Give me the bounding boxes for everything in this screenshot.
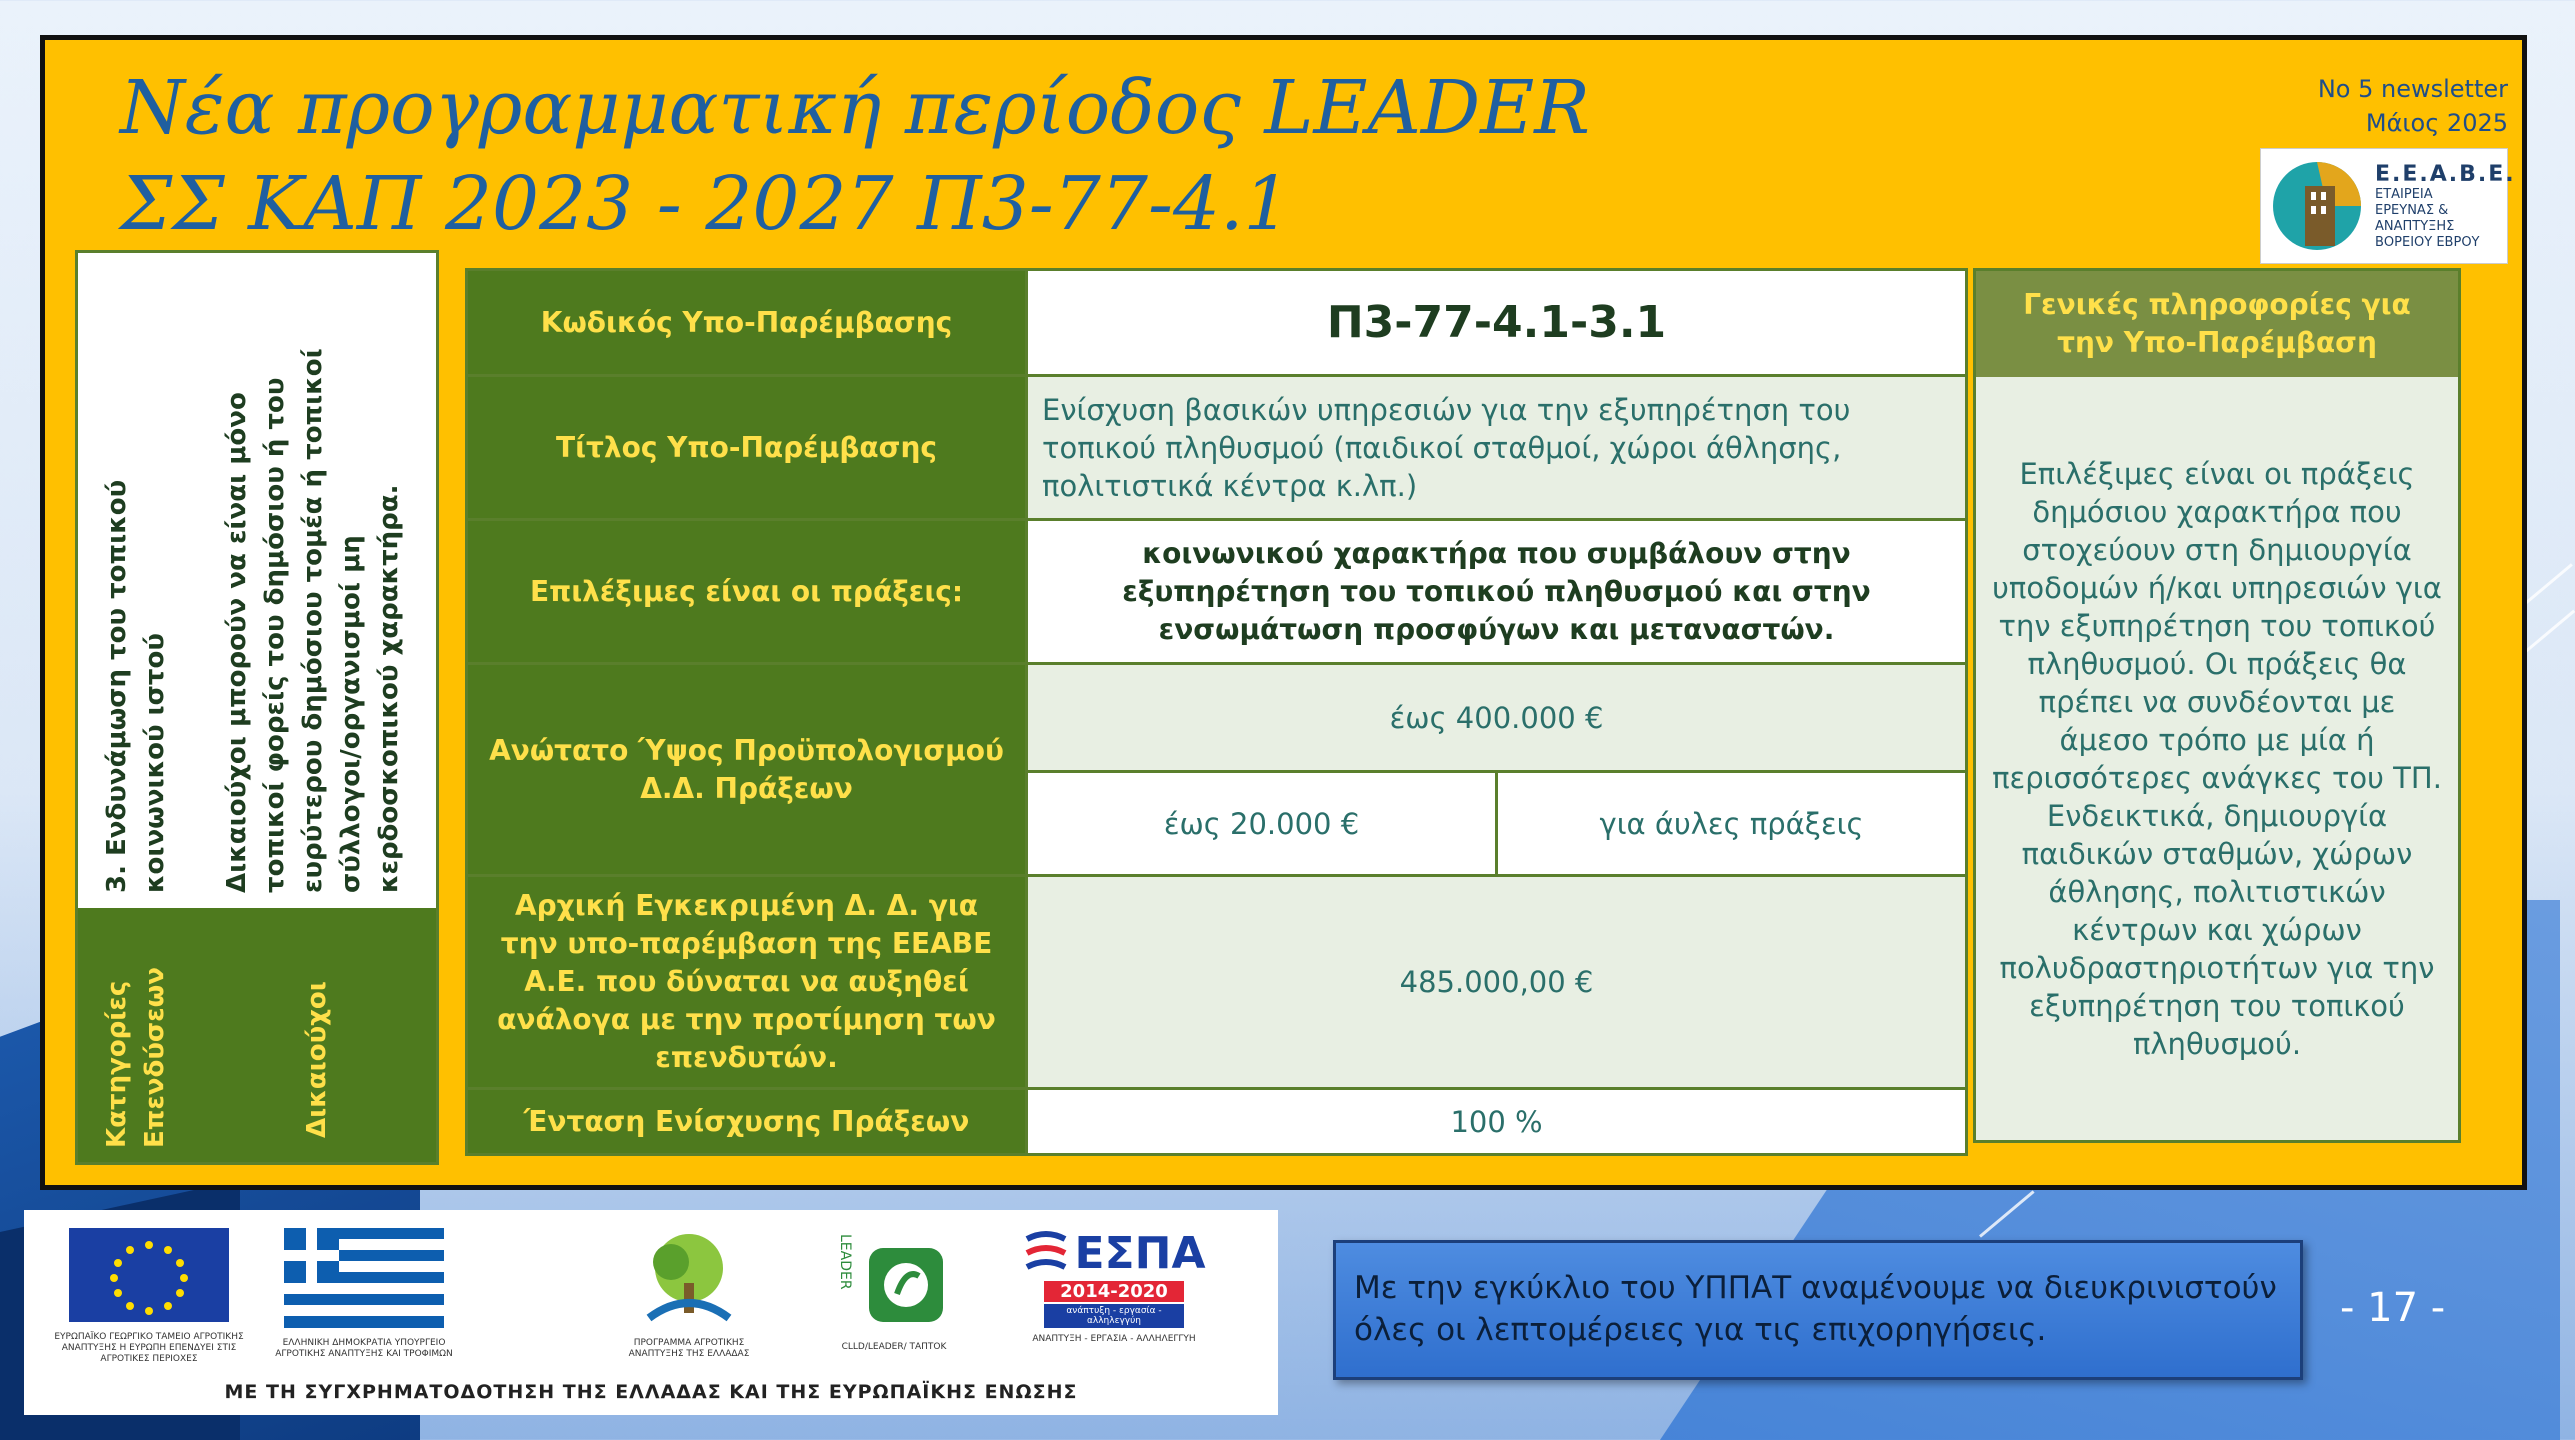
logo-sub: ΕΤΑΙΡΕΙΑ (2375, 186, 2433, 202)
eligible-value: κοινωνικού χαρακτήρα που συμβάλουν στην εξυπηρέτηση του τοπικού πληθυσμού και στην ενσωμάτωση προσφύγων και μεταναστών. (1027, 520, 1967, 664)
logo-sub: ΒΟΡΕΙΟΥ ΕΒΡΟΥ (2375, 234, 2480, 250)
greek-logo (269, 1228, 459, 1360)
subintervention-table (465, 268, 1968, 1156)
logo-sub: ΑΝΑΠΤΥΞΗΣ (2375, 218, 2455, 234)
budget-value: έως 400.000 € (1027, 664, 1967, 772)
espa-title: ΕΣΠΑ (1074, 1228, 1206, 1279)
category-label: Κατηγορίες Επενδύσεων (102, 967, 170, 1148)
espa-waves-icon (1023, 1229, 1069, 1279)
leader-word: LEADER (837, 1234, 853, 1290)
eeabe-logo-icon (2267, 156, 2367, 256)
budget-label: Ανώτατο Ύψος Προϋπολογισμού Δ.Δ. Πράξεων (467, 664, 1027, 876)
rural-programme-caption: ΠΡΟΓΡΑΜΜΑ ΑΓΡΟΤΙΚΗΣ ΑΝΑΠΤΥΞΗΣ ΤΗΣ ΕΛΛΑΔΑΣ (628, 1338, 750, 1359)
espa-logo (1024, 1228, 1204, 1345)
eeabe-logo (2260, 148, 2516, 264)
table-row (467, 876, 1967, 1089)
greek-caption: ΕΛΛΗΝΙΚΗ ΔΗΜΟΚΡΑΤΙΑ ΥΠΟΥΡΓΕΙΟ ΑΓΡΟΤΙΚΗΣ ΑΝΑΠΤΥΞΗΣ ΚΑΙ ΤΡΟΦΙΜΩΝ (275, 1338, 453, 1359)
espa-years: 2014-2020 (1044, 1281, 1184, 1302)
code-label: Κωδικός Υπο-Παρέμβασης (467, 270, 1027, 376)
funding-logos-bar (24, 1210, 1278, 1415)
newsletter-date: Μάιος 2025 (2365, 109, 2508, 137)
title-label: Τίτλος Υπο-Παρέμβασης (467, 376, 1027, 520)
table-row (467, 1089, 1967, 1155)
leader-caption: CLLD/LEADER/ ΤΑΠΤΟΚ (841, 1342, 947, 1352)
budget-intangible-note: για άυλες πράξεις (1497, 772, 1967, 876)
beneficiaries-text: Δικαιούχοι μπορούν να είναι μόνο τοπικοί φορείς του δημόσιου ή του ευρύτερου δημόσιου τομέα ή τοπικοί σύλλογοι/οργανισμοί μη κερδοσκοπικού χαρακτήρα. (222, 348, 404, 893)
eu-caption: ΕΥΡΩΠΑΪΚΟ ΓΕΩΡΓΙΚΟ ΤΑΜΕΙΟ ΑΓΡΟΤΙΚΗΣ ΑΝΑΠΤΥΞΗΣ Η ΕΥΡΩΠΗ ΕΠΕΝΔΥΕΙ ΣΤΙΣ ΑΓΡΟΤΙΚΕΣ ΠΕΡΙΟΧΕΣ (54, 1332, 244, 1364)
eligible-label: Επιλέξιμες είναι οι πράξεις: (467, 520, 1027, 664)
table-row (467, 664, 1967, 772)
general-info-body: Επιλέξιμες είναι οι πράξεις δημόσιου χαρακτήρα που στοχεύουν στη δημιουργία υποδομών ή/και υπηρεσιών για την εξυπηρέτηση του τοπικού πληθυσμού. Οι πράξεις θα πρέπει να συνδέονται με άμεσο τρόπο με μία ή περισσότερες ανάγκες του ΤΠ. Ενδεικτικά, δημιουργία παιδικών σταθμών, χώρων άθλησης, πολιτιστικών κέντρων και χώρων πολυδραστηριοτήτων για την εξυπηρέτηση του τοπικού πληθυσμού. (1992, 456, 2442, 1061)
espa-slogan: ανάπτυξη - εργασία - αλληλεγγύη (1044, 1304, 1184, 1328)
intensity-value: 100 % (1027, 1089, 1967, 1155)
leader-logo (824, 1228, 964, 1353)
side-box-lower (78, 908, 436, 1162)
leader-icon (839, 1228, 949, 1332)
content-panel (40, 35, 2527, 1190)
beneficiaries-label: Δικαιούχοι (302, 981, 332, 1138)
side-categories-box (75, 250, 439, 1165)
title-value: Ενίσχυση βασικών υπηρεσιών για την εξυπηρέτηση του τοπικού πληθυσμού (παιδικοί σταθμοί, χώροι άθλησης, πολιτιστικά κέντρα κ.λπ.) (1027, 376, 1967, 520)
category-text: 3. Ενδυνάμωση του τοπικού κοινωνικού ιστού (102, 479, 170, 893)
table-row (467, 520, 1967, 664)
general-info-header: Γενικές πληροφορίες για την Υπο-Παρέμβαση (1976, 271, 2458, 377)
table-row (467, 270, 1967, 376)
espa-mark (1024, 1228, 1204, 1279)
page-title (120, 60, 1590, 252)
title-line-2: ΣΣ ΚΑΠ 2023 - 2027 Π3-77-4.1 (120, 161, 1291, 247)
page-number: - 17 - (2340, 1285, 2446, 1331)
espa-caption: ΑΝΑΠΤΥΞΗ - ΕΡΓΑΣΙΑ - ΑΛΛΗΛΕΓΓΥΗ (1032, 1334, 1196, 1344)
eu-flag-icon (69, 1228, 229, 1322)
general-info-box (1973, 268, 2461, 1143)
greek-flag-icon (284, 1228, 444, 1328)
initial-value: 485.000,00 € (1027, 876, 1967, 1089)
rural-programme-logo (614, 1228, 764, 1360)
intensity-label: Ένταση Ενίσχυσης Πράξεων (467, 1089, 1027, 1155)
initial-label: Αρχική Εγκεκριμένη Δ. Δ. για την υπο-παρέμβαση της ΕΕΑΒΕ Α.Ε. που δύναται να αυξηθεί ανάλογα με την προτίμηση των επενδυτών. (467, 876, 1027, 1089)
budget-intangible-value: έως 20.000 € (1027, 772, 1497, 876)
logo-sub: ΕΡΕΥΝΑΣ & (2375, 202, 2449, 218)
side-box-upper (78, 253, 436, 908)
newsletter-info (2318, 72, 2508, 140)
eu-logo (54, 1228, 244, 1365)
title-line-1: Νέα προγραμματική περίοδος LEADER (120, 65, 1590, 151)
code-value: Π3-77-4.1-3.1 (1027, 270, 1967, 376)
cofinancing-text: ΜΕ ΤΗ ΣΥΓΧΡΗΜΑΤΟΔΟΤΗΣΗ ΤΗΣ ΕΛΛΑΔΑΣ ΚΑΙ ΤΗΣ ΕΥΡΩΠΑΪΚΗΣ ΕΝΩΣΗΣ (224, 1381, 1078, 1403)
logo-name: Ε.Ε.Α.Β.Ε. (2375, 161, 2516, 187)
tree-icon (629, 1228, 749, 1328)
announcement-callout: Με την εγκύκλιο του ΥΠΠΑΤ αναμένουμε να διευκρινιστούν όλες οι λεπτομέρειες για τις επιχορηγήσεις. (1333, 1240, 2303, 1380)
newsletter-number: Νο 5 newsletter (2317, 75, 2508, 103)
table-row (467, 376, 1967, 520)
eeabe-logo-text (2375, 162, 2516, 251)
